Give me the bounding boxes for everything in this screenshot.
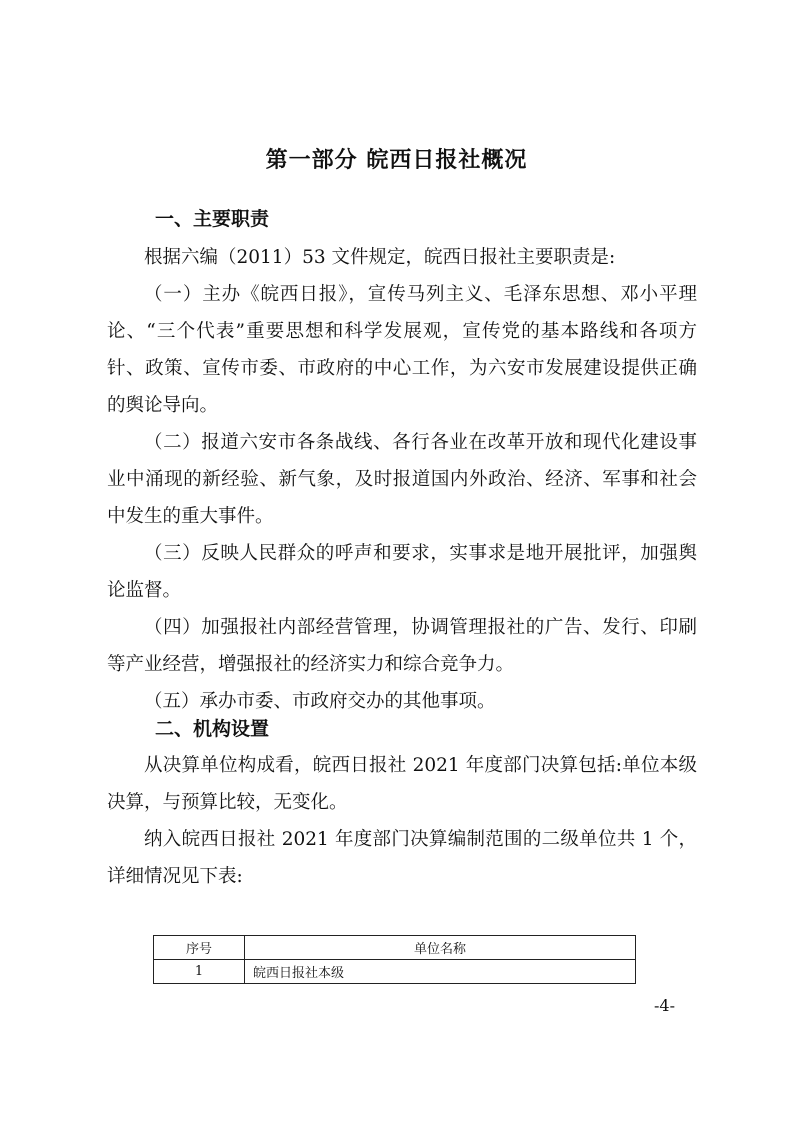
paragraph: 纳入皖西日报社 2021 年度部门决算编制范围的二级单位共 1 个，详细情况见下表: bbox=[107, 829, 697, 887]
paragraph: （五）承办市委、市政府交办的其他事项。 bbox=[144, 691, 496, 712]
table-header-row bbox=[154, 936, 636, 960]
duties-body bbox=[107, 239, 697, 720]
section-heading-duties: 一、主要职责 bbox=[155, 208, 270, 230]
section-heading-organization: 二、机构设置 bbox=[155, 718, 270, 740]
header-cell-unit-name: 单位名称 bbox=[245, 936, 636, 960]
paragraph: 从决算单位构成看，皖西日报社 2021 年度部门决算包括:单位本级决算，与预算比较，无变化。 bbox=[107, 755, 697, 813]
table-row bbox=[154, 960, 636, 984]
table-cell: 皖西日报社本级 bbox=[245, 960, 636, 984]
header-cell-index: 序号 bbox=[154, 936, 245, 960]
organization-body bbox=[107, 747, 697, 895]
table-cell: 1 bbox=[154, 960, 245, 984]
page-title: 第一部分 皖西日报社概况 bbox=[265, 147, 528, 173]
paragraph: （四）加强报社内部经营管理，协调管理报社的广告、发行、印刷等产业经营，增强报社的经济实力和综合竞争力。 bbox=[107, 617, 697, 675]
paragraph: （三）反映人民群众的呼声和要求，实事求是地开展批评，加强舆论监督。 bbox=[107, 543, 697, 601]
paragraph: 根据六编（2011）53 文件规定，皖西日报社主要职责是: bbox=[144, 247, 616, 268]
paragraph: （一）主办《皖西日报》，宣传马列主义、毛泽东思想、邓小平理论、“三个代表”重要思想和科学发展观，宣传党的基本路线和各项方针、政策、宣传市委、市政府的中心工作，为六安市发展建设提供正确的舆论导向。 bbox=[107, 284, 697, 416]
page-number: -4- bbox=[654, 996, 675, 1015]
units-table bbox=[153, 935, 636, 984]
paragraph: （二）报道六安市各条战线、各行各业在改革开放和现代化建设事业中涌现的新经验、新气象，及时报道国内外政治、经济、军事和社会中发生的重大事件。 bbox=[107, 432, 697, 527]
